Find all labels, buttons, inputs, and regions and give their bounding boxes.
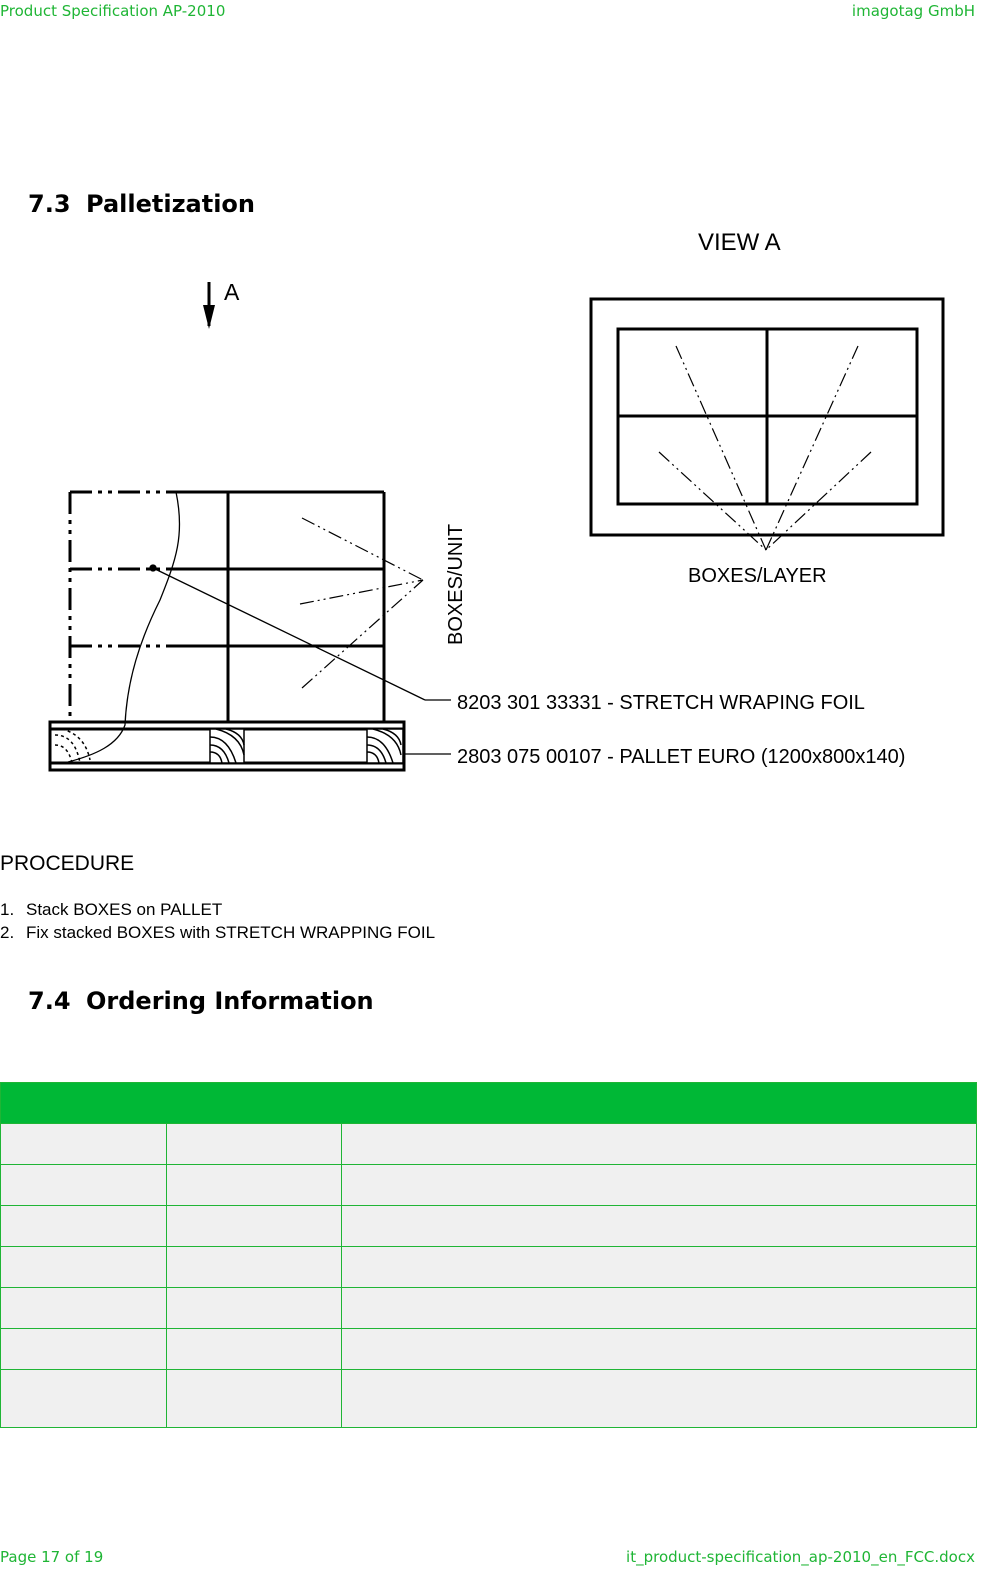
step-text: Stack BOXES on PALLET <box>26 900 223 919</box>
step-number: 1. <box>0 900 15 919</box>
table-cell <box>342 1370 977 1428</box>
table-row <box>1 1370 977 1428</box>
table-cell <box>167 1165 342 1206</box>
boxes-unit-label: BOXES/UNIT <box>445 523 467 645</box>
table-cell <box>342 1165 977 1206</box>
callout-foil <box>150 565 451 700</box>
table-cell <box>1 1206 167 1247</box>
table-row <box>1 1288 977 1329</box>
footer-filename: it_product-specification_ap-2010_en_FCC.docx <box>626 1548 975 1566</box>
table-cell <box>1 1165 167 1206</box>
procedure-step <box>0 898 435 921</box>
table-row <box>1 1329 977 1370</box>
top-view-outline <box>591 299 943 535</box>
step-number: 2. <box>0 923 15 942</box>
foil-part-label: 8203 301 33331 - STRETCH WRAPING FOIL <box>457 692 865 714</box>
table-cell <box>1 1370 167 1428</box>
section-number: 7.3 <box>28 190 71 218</box>
table-cell <box>167 1206 342 1247</box>
table-cell <box>342 1247 977 1288</box>
section-number: 7.4 <box>28 987 71 1015</box>
table-cell <box>167 1329 342 1370</box>
palletization-drawing <box>0 225 989 785</box>
table-row <box>1 1206 977 1247</box>
boxes-unit-leader-lines <box>300 518 423 688</box>
table-row <box>1 1124 977 1165</box>
header-company: imagotag GmbH <box>851 2 975 20</box>
table-cell <box>342 1124 977 1165</box>
header-document-title: Product Specification AP-2010 <box>0 2 226 20</box>
table-header-cell <box>1 1083 977 1124</box>
ordering-table <box>0 1082 977 1428</box>
view-arrow-icon <box>203 282 215 329</box>
table-cell <box>342 1288 977 1329</box>
side-view-hidden-edges <box>70 492 176 722</box>
section-title: Palletization <box>86 190 256 218</box>
view-a-title: VIEW A <box>698 229 781 256</box>
procedure-title: PROCEDURE <box>0 852 135 875</box>
section-heading-palletization <box>28 190 255 218</box>
side-view-boxes <box>176 492 384 722</box>
table-cell <box>1 1124 167 1165</box>
procedure-list <box>0 898 435 944</box>
table-cell <box>1 1288 167 1329</box>
table-cell <box>167 1370 342 1428</box>
pallet-part-label: 2803 075 00107 - PALLET EURO (1200x800x140) <box>457 746 906 768</box>
table-cell <box>1 1329 167 1370</box>
table-cell <box>1 1247 167 1288</box>
procedure-step <box>0 921 435 944</box>
section-heading-ordering <box>28 987 374 1015</box>
table-header-row <box>1 1083 977 1124</box>
table-cell <box>167 1124 342 1165</box>
table-cell <box>167 1247 342 1288</box>
step-text: Fix stacked BOXES with STRETCH WRAPPING FOIL <box>26 923 436 942</box>
boxes-layer-label: BOXES/LAYER <box>688 565 827 587</box>
table-cell <box>342 1206 977 1247</box>
section-title: Ordering Information <box>86 987 374 1015</box>
table-cell <box>167 1288 342 1329</box>
table-row <box>1 1165 977 1206</box>
table-cell <box>342 1329 977 1370</box>
table-row <box>1 1247 977 1288</box>
view-arrow-label: A <box>224 279 240 305</box>
footer-page-number: Page 17 of 19 <box>0 1548 104 1566</box>
boxes-layer-leader-lines <box>659 346 871 550</box>
